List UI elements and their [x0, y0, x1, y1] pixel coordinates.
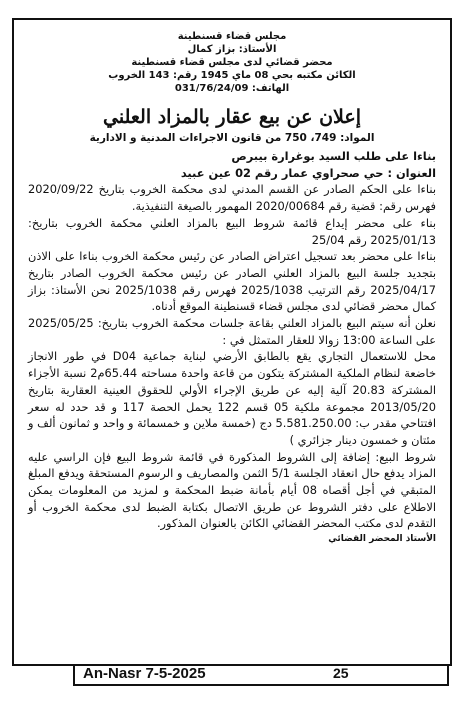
- announcement-title: إعلان عن بيع عقار بالمزاد العلني: [103, 106, 361, 128]
- law-reference: المواد: 749، 750 من قانون الاجراءات المدنية و الادارية: [89, 132, 375, 144]
- announcement-content: [18, 24, 446, 660]
- paragraph: العنوان : حي صحراوي عمار رقم 02 عين عبيد: [180, 165, 436, 180]
- newspaper-date: An-Nasr 7-5-2025: [83, 665, 206, 682]
- paragraph: محل للاستعمال التجاري يقع بالطابق الأرضي لبناية جماعية D04 في طور الانجاز خاضعة لنظام الملكية المشتركة يتكون من قاعة واحدة مساحته 65.44م2 نسبة الأجزاء المشتركة 20.83 آلية إليه عن طريق الإجراء الأولي للحقوق العينية العقارية بتاريخ 2013/05/20 مجموعة ملكية 05 قسم 122 يحمل الحصة 117 و قد حدد له سعر افتتاحي مقدر ب: 5.581.250.00 دج (خمسة ملاين و خمسمائة و واحد و ثمانون ألف و مئتان و خمسون دينار جزائري ): [28, 349, 436, 447]
- paragraph: بناءا على طلب السيد بوغرارة بيبرص: [231, 149, 436, 163]
- paragraph: بناءا على الحكم الصادر عن القسم المدني لدى محكمة الخروب بتاريخ 2020/09/22 فهرس رقم: قضية رقم 2020/00684 المهمور بالصيغة التنفيذية.: [28, 182, 436, 214]
- paragraph: بناء على محضر إيداع قائمة شروط البيع بالمزاد العلني محكمة الخروب بتاريخ: 2025/01/13 رقم 25/04: [28, 215, 436, 247]
- bailiff-header: [28, 30, 436, 95]
- page-footer: [73, 666, 449, 686]
- announcement-body: [28, 148, 436, 532]
- header-line: مجلس قضاء قسنطينة: [177, 31, 287, 42]
- page-number: 25: [333, 665, 349, 681]
- paragraph: بناءا على محضر بعد تسجيل اعتراض الصادر عن رئيس محكمة الخروب بناءا على الاذن بتجديد جلسة البيع بالمزاد العلني الصادر عن رئيس محكمة الخروب الصادر بتاريخ 2025/04/17 رقم الترتيب 2025/1038 فهرس رقم 2025/1038 نحن الأستاذ: بزاز كمال محضر قضائي لدى مجلس قضاء قسنطينة الموقع أدناه.: [28, 249, 437, 314]
- header-line: محضر قضائي لدى مجلس قضاء قسنطينة: [131, 57, 333, 68]
- header-line: الهاتف: 031/76/24/09: [174, 83, 290, 94]
- paragraph: شروط البيع: إضافة إلى الشروط المذكورة في قائمة شروط البيع فإن الراسي عليه المزاد يدفع حال انعقاد الجلسة 5/1 الثمن والمصاريف و الرسوم المستحقة ويدفع المبلغ المتبقي في أجل أقصاه 08 أيام بأمانة ضبط المحكمة و لمزيد من المعلومات يمكن الاطلاع على دفتر الشروط عن طريق الاتصال بكتابة الضبط لدى محكمة الخروب أو التقدم لدى مكتب المحضر القضائي الكائن بالعنوان المذكور.: [28, 449, 437, 531]
- signature: الأستاذ المحضر القضائي: [328, 534, 436, 545]
- header-line: الأستاذ: بزاز كمال: [187, 44, 277, 55]
- paragraph: نعلن أنه سيتم البيع بالمزاد العلني بقاعة جلسات محكمة الخروب بتاريخ: 2025/05/25 على الساعة 13:00 زوالا للعقار المتمثل في :: [28, 316, 436, 347]
- header-line: الكائن مكتبه بحي 08 ماي 1945 رقم: 143 الخروب: [108, 70, 356, 81]
